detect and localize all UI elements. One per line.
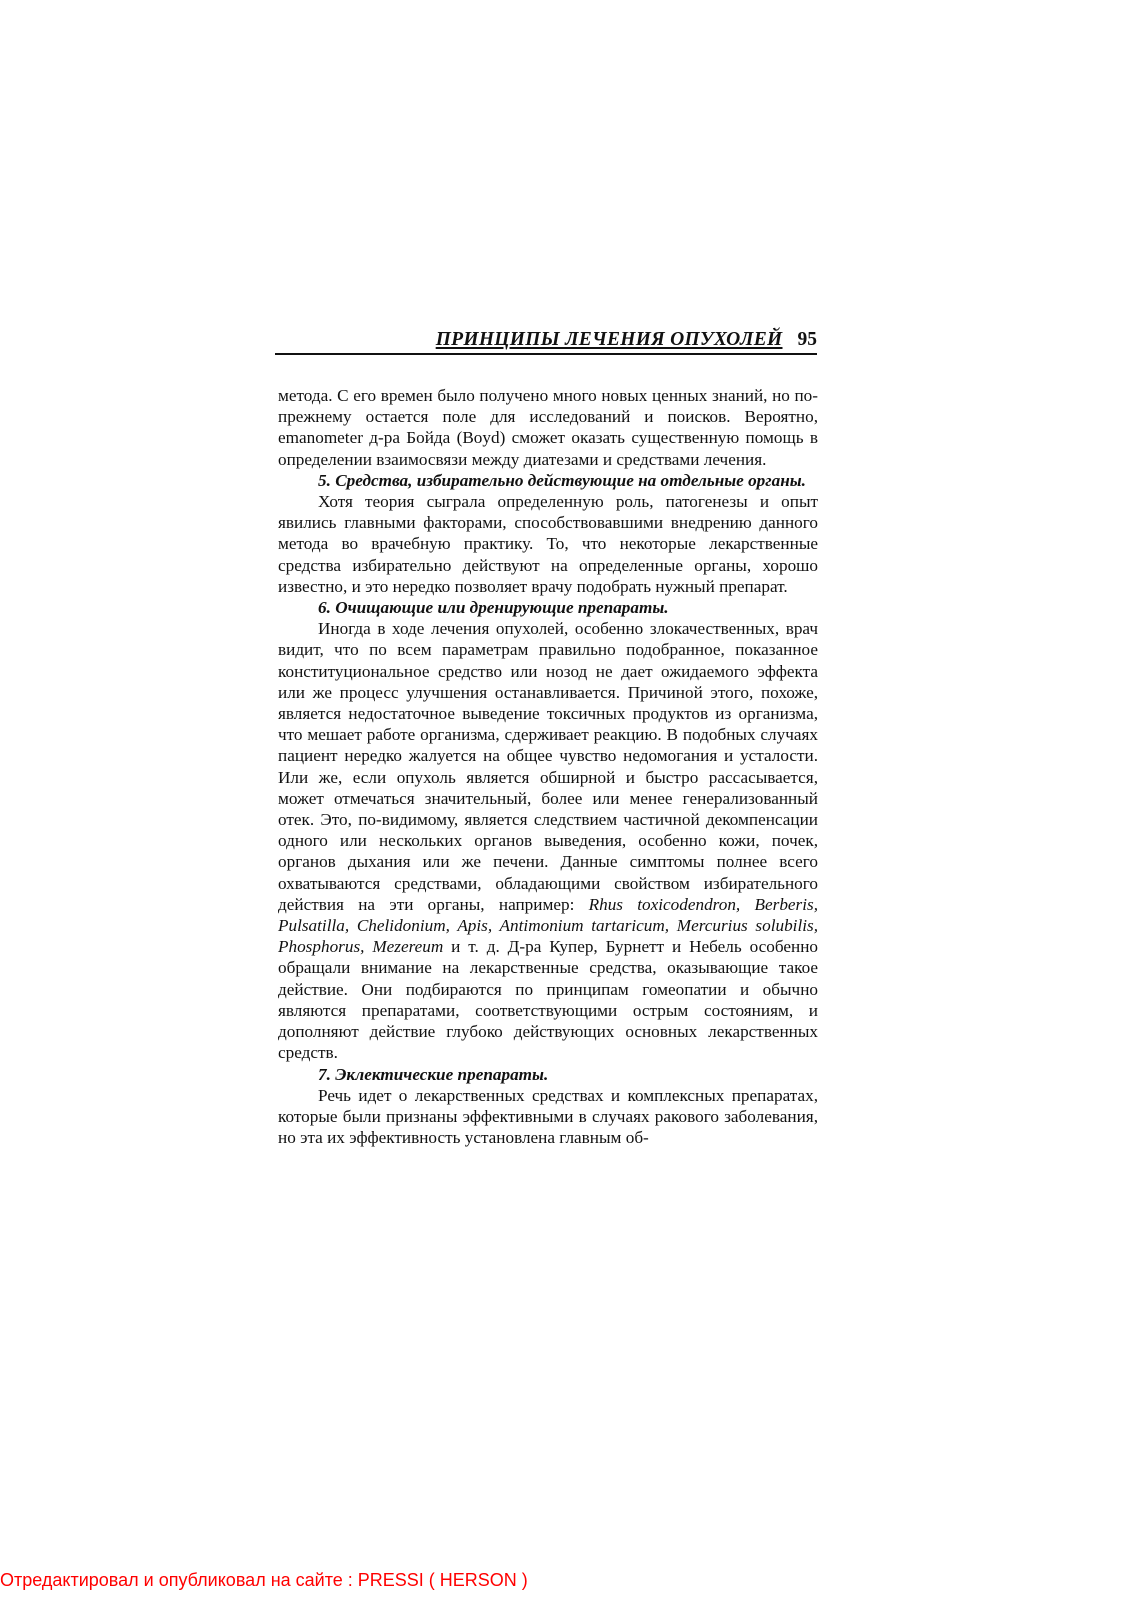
paragraph-eclectic-remedies: Речь идет о лекарственных средствах и комплексных препаратах, которые были признаны эффективными в случаях ракового заболевания, но эта их эффективность установлена главным об- <box>278 1085 818 1148</box>
section-heading-7: 7. Эклектические препараты. <box>318 1064 549 1084</box>
paragraph-text-end: и т. д. Д-ра Купер, Бурнетт и Небель особенно обращали внимание на лекарственные средства, оказывающие такое действие. Они подбираются по принципам гомеопатии и обычно являются препаратами, соответствующими острым состояниям, и дополняют действие глубоко действующих основных лекарственных средств. <box>278 937 818 1063</box>
section-heading-6: 6. Очищающие или дренирующие препараты. <box>318 598 669 618</box>
running-title: ПРИНЦИПЫ ЛЕЧЕНИЯ ОПУХОЛЕЙ <box>435 329 783 350</box>
remedy-names-latin: Rhus toxicodendron, Berberis, Pulsatilla, Chelidonium, Apis, Antimonium tartaricum, Mercurius solubilis, Phosphorus, Mezereum <box>278 894 818 957</box>
paragraph-drainage-remedies <box>278 618 818 1063</box>
page-number: 95 <box>797 329 817 350</box>
paragraph-continuation: метода. С его времен было получено много новых ценных знаний, но по-прежнему остается поле для исследований и поисков. Вероятно, emanometer д-ра Бойда (Boyd) сможет оказать существенную помощь в определении взаимосвязи между диатезами и средствами лечения. <box>278 386 818 469</box>
page-body <box>278 385 818 1148</box>
paragraph-text-start: Иногда в ходе лечения опухолей, особенно злокачественных, врач видит, что по всем параметрам правильно подобранное, показанное конституциональное средство или нозод не дает ожидаемого эффекта или же процесс улучшения останавливается. Причиной этого, похоже, является недостаточное выведение токсичных продуктов из организма, что мешает работе организма, сдерживает реакцию. В подобных случаях пациент нередко жалуется на общее чувство недомогания и усталости. Или же, если опухоль является обширной и быстро рассасывается, может отмечаться значительный, более или менее генерализованный отек. Это, по-видимому, является следствием частичной декомпенсации одного или нескольких органов выведения, особенно кожи, почек, органов дыхания или же печени. Данные симптомы полнее всего охватываются средствами, обладающими свойством избирательного действия на эти органы, например: <box>278 619 818 914</box>
running-header <box>275 328 817 355</box>
publisher-footer-note: Отредактировал и опубликовал на сайте : PRESSI ( HERSON ) <box>0 1570 528 1590</box>
section-heading-5: 5. Средства, избирательно действующие на отдельные органы. <box>318 470 806 490</box>
paragraph-organ-remedies: Хотя теория сыграла определенную роль, патогенезы и опыт явились главными факторами, способствовавшими внедрению данного метода во врачебную практику. То, что некоторые лекарственные средства избирательно действуют на определенные органы, хорошо известно, и это нередко позволяет врачу подобрать нужный препарат. <box>278 492 818 596</box>
